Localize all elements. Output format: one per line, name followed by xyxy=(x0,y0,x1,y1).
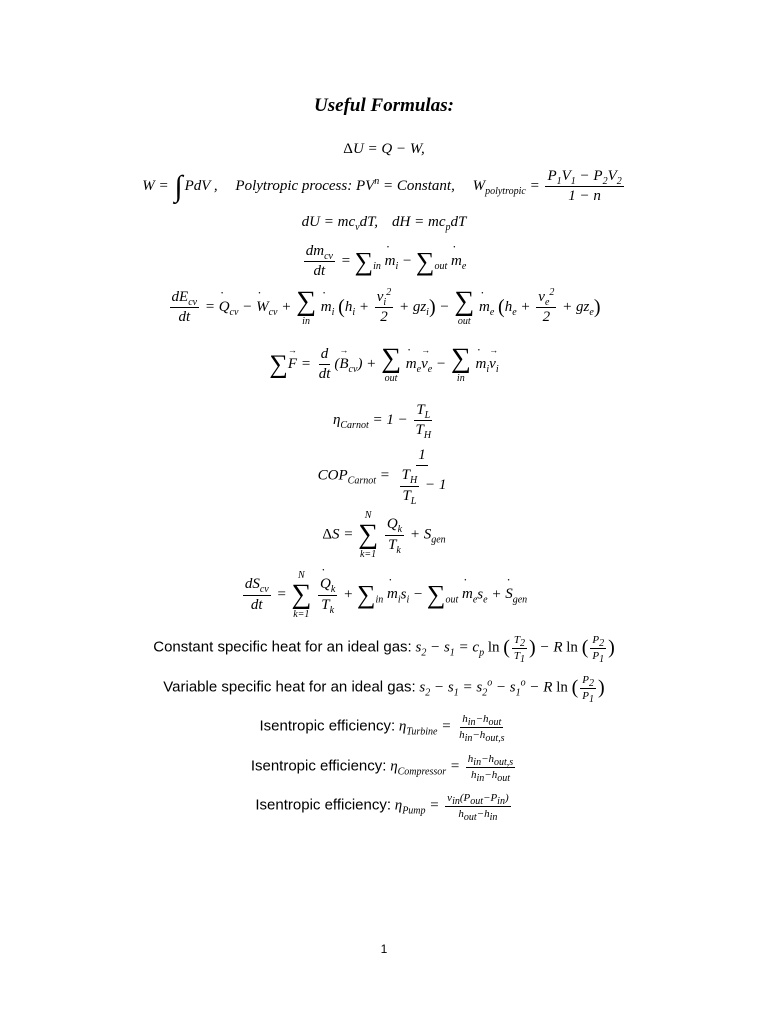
formula-compressor-efficiency: Isentropic efficiency: $\eta_{Compressor}$ = $\frac{h_{in}-h_{out,s}}{h_{in}-h_{out}}$ xyxy=(250,753,514,784)
page-title: Useful Formulas: xyxy=(314,95,454,116)
label-isentropic-turbine: Isentropic efficiency: xyxy=(259,717,396,735)
formula-mass-balance: $\frac{dm_{cv}}{dt}$ = $\sum_{in}$ ˙ $m_i - \sum_{out}$ ˙ $m_e$ xyxy=(0,243,768,281)
formula-constant-specific-heat: Constant specific heat for an ideal gas: $s_2 - s_1 = c_p$ ln ( $\frac{T_2}{T_1}$ ) − R ln ( $\frac{P_2}{P_1}$ ) xyxy=(153,634,615,665)
formula-first-law: ΔU = Q − W, xyxy=(343,141,425,157)
polytropic-work-fraction: $\frac{P_1V_1 - P_2V_2}{1 - n}$ xyxy=(547,168,622,205)
label-isentropic-pump: Isentropic efficiency: xyxy=(255,796,391,814)
formula-carnot-efficiency: $\eta_{Carnot} = 1$ − $\frac{T_L}{T_H}$ xyxy=(332,402,432,442)
page-number: 1 xyxy=(380,942,388,956)
formula-internal-energy-enthalpy: dU = $mc_vdT$, dH = $mc_pdT$ xyxy=(301,214,467,233)
formula-work-polytropic: W = ∫ PdV , Polytropic process: $PV^n$ = Constant, $W_{polytropic}$ = $\frac{P_1V_1 - P_2V_2}{1 - n}$ xyxy=(142,168,622,205)
label-constant-specific-heat: Constant specific heat for an ideal gas: xyxy=(153,638,412,656)
formula-pump-efficiency: Isentropic efficiency: $\eta_{Pump}$ = $\frac{v_{in}(P_{out}-P_{in})}{h_{out}-h_{in}}$ xyxy=(255,792,509,823)
formula-carnot-cop: $COP_{Carnot}$ = 1 $\frac{T_H}{T_L}$ − 1 xyxy=(317,447,447,507)
formula-momentum-balance: ∑→ F = $\frac{d}{dt}$ (→ $B_{cv}$) + ∑ out ˙ $m_e\to v_e$ − ∑ in ˙ $m_i\to v_i$ xyxy=(0,345,768,384)
formula-energy-balance: $\frac{dE_{cv}}{dt}$ = ˙ $Q_{cv}$ − ˙ $W_{cv}$ + ∑ in ˙ $m_i$ ($h_i$ + $\frac{v_i^2}{2}$ + $gz_i$) − ∑ out ˙ $m_e$ ($h_e$ + $\frac{v_e^2}{2}$ + $gz_e$) xyxy=(0,288,768,327)
formula-turbine-efficiency: Isentropic efficiency: $\eta_{Turbine}$ = $\frac{h_{in}-h_{out}}{h_{in}-h_{out,s}}$ xyxy=(259,713,505,744)
formula-variable-specific-heat: Variable specific heat for an ideal gas: $s_2 - s_1 = s_2^o - s_1^o - R$ ln ( $\frac{P_2}{P_1}$ ) xyxy=(163,674,605,705)
label-isentropic-compressor: Isentropic efficiency: xyxy=(250,757,387,775)
label-variable-specific-heat: Variable specific heat for an ideal gas: xyxy=(163,678,416,696)
formula-entropy-change: ΔS = N ∑ k=1 $\frac{Q_k}{T_k}$ + $S_{gen}$ xyxy=(322,510,446,560)
label-polytropic: Polytropic process: xyxy=(235,178,353,195)
formula-entropy-rate: $\frac{dS_{cv}}{dt}$ = N ∑ k=1 ˙ $\frac{Q_k}{T_k}$ + $\sum_{in}$ ˙ $m_is_i - \sum_{out}$ ˙ $m_es_e$ + ˙ $S_{gen}$ xyxy=(0,570,768,620)
